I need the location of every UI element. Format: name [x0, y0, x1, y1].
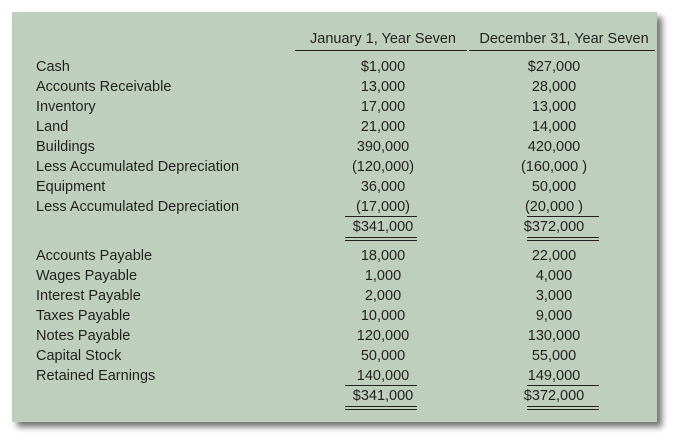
- total-double-rule-january-2: [345, 240, 417, 241]
- row-value-january: (120,000): [351, 159, 415, 175]
- row-label: Retained Earnings: [36, 368, 156, 384]
- row-value-january: 390,000: [356, 139, 410, 155]
- row-value-december: 13,000: [531, 99, 577, 115]
- total-double-rule-december-2: [527, 409, 599, 410]
- total-liabilities-december: $372,000: [523, 388, 585, 404]
- total-double-rule-december-2: [527, 240, 599, 241]
- row-value-december: 3,000: [535, 288, 573, 304]
- row-label: Buildings: [36, 139, 95, 155]
- row-label: Wages Payable: [36, 268, 138, 284]
- row-value-january: 120,000: [356, 328, 410, 344]
- row-label: Taxes Payable: [36, 308, 131, 324]
- total-double-rule-december-1: [527, 237, 599, 238]
- column-header-underline-december: [469, 50, 655, 51]
- column-header-january: January 1, Year Seven: [310, 31, 456, 47]
- row-label: Inventory: [36, 99, 96, 115]
- row-label: Cash: [36, 59, 70, 75]
- row-label: Land: [36, 119, 69, 135]
- row-value-december: 9,000: [535, 308, 573, 324]
- row-value-january: 140,000: [356, 368, 410, 384]
- row-value-december: 149,000: [527, 368, 581, 384]
- row-value-january: 1,000: [364, 268, 402, 284]
- row-label: Less Accumulated Depreciation: [36, 199, 240, 215]
- row-label: Less Accumulated Depreciation: [36, 159, 240, 175]
- row-value-january: 13,000: [360, 79, 406, 95]
- row-value-december: 22,000: [531, 248, 577, 264]
- row-value-december: 28,000: [531, 79, 577, 95]
- total-double-rule-december-1: [527, 406, 599, 407]
- row-value-december: 50,000: [531, 179, 577, 195]
- balance-sheet-panel: [12, 12, 657, 422]
- row-value-january: 10,000: [360, 308, 406, 324]
- total-double-rule-january-2: [345, 409, 417, 410]
- total-double-rule-january-1: [345, 406, 417, 407]
- row-value-january: (17,000): [355, 199, 410, 215]
- row-value-december: (20,000 ): [524, 199, 584, 215]
- row-value-january: $1,000: [360, 59, 406, 75]
- row-label: Accounts Receivable: [36, 79, 172, 95]
- row-value-december: 14,000: [531, 119, 577, 135]
- total-double-rule-january-1: [345, 237, 417, 238]
- row-value-january: 21,000: [360, 119, 406, 135]
- row-value-january: 36,000: [360, 179, 406, 195]
- row-label: Interest Payable: [36, 288, 141, 304]
- row-value-january: 17,000: [360, 99, 406, 115]
- row-label: Equipment: [36, 179, 106, 195]
- row-value-january: 18,000: [360, 248, 406, 264]
- total-assets-january: $341,000: [352, 219, 414, 235]
- total-assets-december: $372,000: [523, 219, 585, 235]
- row-value-december: 55,000: [531, 348, 577, 364]
- row-value-december: 130,000: [527, 328, 581, 344]
- row-value-january: 2,000: [364, 288, 402, 304]
- row-label: Notes Payable: [36, 328, 131, 344]
- row-value-december: (160,000 ): [520, 159, 588, 175]
- column-header-december: December 31, Year Seven: [479, 31, 649, 47]
- total-liabilities-january: $341,000: [352, 388, 414, 404]
- row-value-december: 4,000: [535, 268, 573, 284]
- column-header-underline-january: [295, 50, 467, 51]
- row-value-december: 420,000: [527, 139, 581, 155]
- row-value-january: 50,000: [360, 348, 406, 364]
- row-value-december: $27,000: [527, 59, 581, 75]
- row-label: Capital Stock: [36, 348, 122, 364]
- row-label: Accounts Payable: [36, 248, 153, 264]
